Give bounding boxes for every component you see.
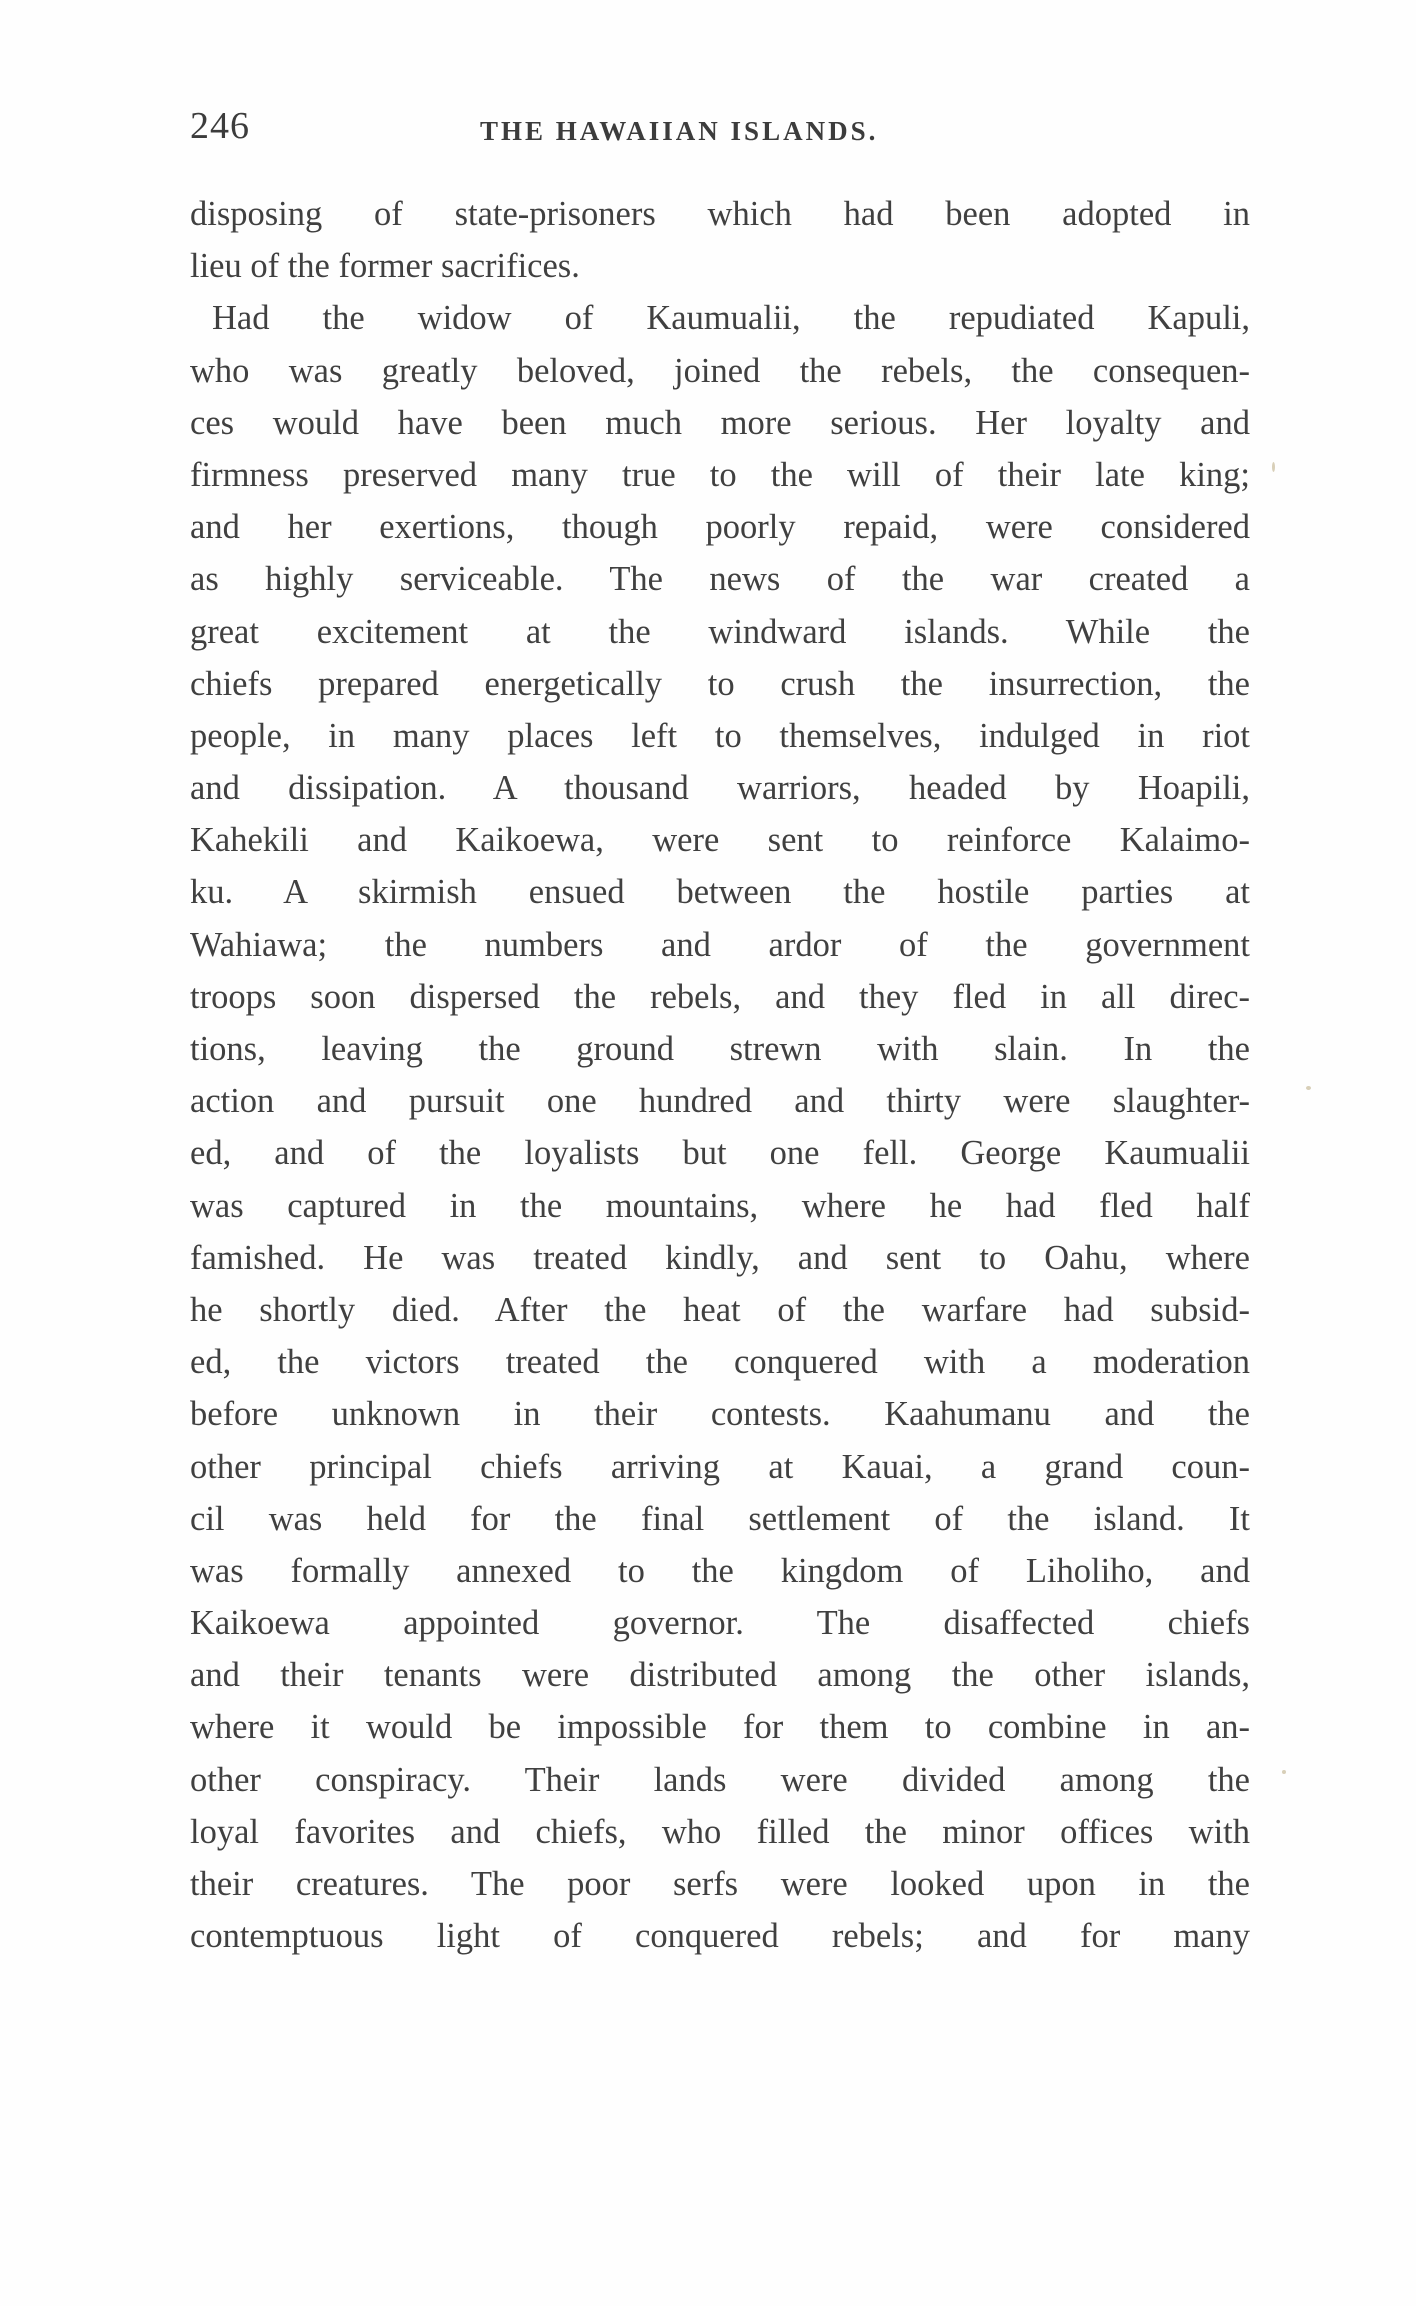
text-line: cil was held for the final settlement of the island. It bbox=[190, 1499, 1250, 1538]
text-line: before unknown in their contests. Kaahumanu and the bbox=[190, 1395, 1250, 1434]
text-line: Kahekili and Kaikoewa, were sent to reinforce Kalaimo- bbox=[190, 821, 1250, 860]
text-line: ces would have been much more serious. Her loyalty and bbox=[190, 403, 1250, 442]
text-line: was captured in the mountains, where he had fled half bbox=[190, 1186, 1250, 1225]
text-line: Kaikoewa appointed governor. The disaffected chiefs bbox=[190, 1604, 1250, 1643]
paper-speck bbox=[1282, 1770, 1286, 1774]
page-number: 246 bbox=[190, 105, 250, 147]
text-line: was formally annexed to the kingdom of Liholiho, and bbox=[190, 1551, 1250, 1590]
text-line: lieu of the former sacrifices. bbox=[190, 247, 580, 286]
text-line: people, in many places left to themselves, indulged in riot bbox=[190, 716, 1250, 755]
text-line: and her exertions, though poorly repaid, were considered bbox=[190, 508, 1250, 547]
text-line: famished. He was treated kindly, and sent to Oahu, where bbox=[190, 1238, 1250, 1277]
running-head bbox=[190, 100, 1250, 150]
running-title: THE HAWAIIAN ISLANDS. bbox=[480, 116, 879, 146]
text-line: contemptuous light of conquered rebels; and for many bbox=[190, 1917, 1250, 1956]
paper-speck bbox=[1272, 462, 1275, 472]
text-line: ed, the victors treated the conquered with a moderation bbox=[190, 1343, 1250, 1382]
text-line: action and pursuit one hundred and thirty were slaughter- bbox=[190, 1082, 1250, 1121]
text-line: he shortly died. After the heat of the warfare had subsid- bbox=[190, 1290, 1250, 1329]
text-line: chiefs prepared energetically to crush the insurrection, the bbox=[190, 664, 1250, 703]
text-line: their creatures. The poor serfs were looked upon in the bbox=[190, 1865, 1250, 1903]
text-line: disposing of state-prisoners which had been adopted in bbox=[190, 195, 1250, 233]
body-text bbox=[190, 188, 1250, 1962]
text-line: loyal favorites and chiefs, who filled the minor offices with bbox=[190, 1812, 1250, 1851]
text-line: tions, leaving the ground strewn with slain. In the bbox=[190, 1030, 1250, 1068]
text-line: as highly serviceable. The news of the war created a bbox=[190, 560, 1250, 599]
text-line: who was greatly beloved, joined the rebels, the consequen- bbox=[190, 351, 1250, 390]
text-line: Had the widow of Kaumualii, the repudiated Kapuli, bbox=[212, 299, 1250, 338]
text-line: firmness preserved many true to the will of their late king; bbox=[190, 455, 1250, 494]
text-line: troops soon dispersed the rebels, and they fled in all direc- bbox=[190, 977, 1250, 1016]
text-line: other conspiracy. Their lands were divided among the bbox=[190, 1760, 1250, 1799]
paper-speck bbox=[1306, 1086, 1311, 1090]
text-line: Wahiawa; the numbers and ardor of the government bbox=[190, 925, 1250, 964]
text-line: ed, and of the loyalists but one fell. George Kaumualii bbox=[190, 1134, 1250, 1173]
text-line: ku. A skirmish ensued between the hostile parties at bbox=[190, 873, 1250, 912]
text-line: other principal chiefs arriving at Kauai, a grand coun- bbox=[190, 1447, 1250, 1486]
text-line: and their tenants were distributed among the other islands, bbox=[190, 1656, 1250, 1695]
text-line: great excitement at the windward islands. While the bbox=[190, 612, 1250, 651]
text-line: where it would be impossible for them to combine in an- bbox=[190, 1708, 1250, 1747]
text-line: and dissipation. A thousand warriors, headed by Hoapili, bbox=[190, 769, 1250, 808]
